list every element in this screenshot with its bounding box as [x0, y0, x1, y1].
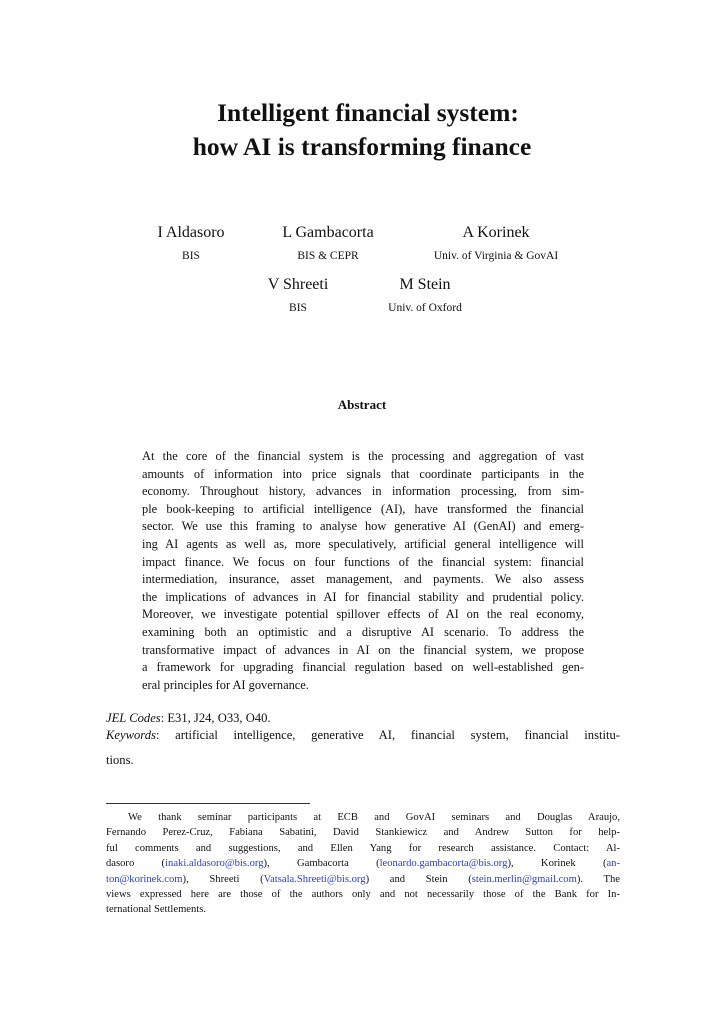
footnote-line — [106, 856, 620, 871]
footnote-rule — [106, 803, 310, 804]
author-affiliation: Univ. of Virginia & GovAI — [433, 250, 559, 262]
abstract-line: a framework for upgrading financial regulation based on well-established gen- — [142, 660, 584, 675]
abstract-line: transformative impact of advances in AI on the financial system, we propose — [142, 642, 584, 657]
abstract-line: ple book-keeping to artificial intelligence (AI), have transformed the financial — [142, 501, 584, 516]
jel-label: JEL Codes — [106, 711, 161, 725]
footnote-text: dasoro ( — [106, 858, 166, 870]
footnote-text: ), Korinek ( — [507, 858, 607, 870]
author-gambacorta — [253, 223, 403, 264]
jel-value: : E31, J24, O33, O40. — [160, 711, 271, 725]
abstract-line: impact finance. We focus on four functions of the financial system: financial — [142, 554, 584, 569]
footnote-line: Fernando Perez-Cruz, Fabiana Sabatini, David Stankiewicz and Andrew Sutton for help- — [106, 827, 620, 839]
author-aldasoro — [131, 223, 251, 264]
footnote-line: views expressed here are those of the authors only and not necessarily those of the Bank for In- — [106, 889, 620, 901]
author-shreeti — [238, 275, 358, 316]
email-link-stein[interactable]: stein.merlin@gmail.com — [471, 873, 577, 885]
email-link-aldasoro[interactable]: inaki.aldasoro@bis.org — [165, 858, 264, 870]
author-name: V Shreeti — [267, 276, 329, 293]
keywords-label: Keywords — [106, 728, 156, 742]
abstract-line: eral principles for AI governance. — [142, 677, 309, 692]
footnote — [106, 810, 620, 918]
author-name: M Stein — [399, 276, 451, 293]
footnote-line: ful comments and suggestions, and Ellen Yang for research assistance. Contact: Al- — [106, 842, 620, 854]
email-link-korinek-part2[interactable]: ton@korinek.com — [106, 873, 183, 885]
abstract-line: economy. Throughout history, advances in information processing, from sim- — [142, 484, 584, 499]
author-affiliation: BIS — [289, 302, 307, 314]
footnote-text: ). The — [576, 873, 620, 885]
abstract-body — [142, 448, 584, 694]
keywords-continued — [106, 751, 620, 769]
abstract-line: intermediation, insurance, asset management, and payments. We also assess — [142, 572, 584, 587]
abstract-heading: Abstract — [337, 397, 387, 412]
footnote-line — [106, 872, 620, 887]
email-link-korinek-part1[interactable]: an- — [606, 858, 621, 870]
author-affiliation: BIS — [182, 250, 200, 262]
footnote-text: ), Shreeti ( — [182, 873, 264, 885]
author-affiliation: BIS & CEPR — [297, 250, 359, 262]
abstract-line: Moreover, we investigate potential spillover effects of AI on the real economy, — [142, 607, 584, 622]
author-name: A Korinek — [462, 224, 530, 241]
abstract-line: examining both an optimistic and a disruptive AI scenario. To address the — [142, 624, 584, 639]
abstract-line: ing AI agents as well as, more speculatively, artificial general intelligence will — [142, 536, 584, 551]
author-affiliation: Univ. of Oxford — [388, 302, 462, 314]
author-stein — [365, 275, 485, 316]
abstract-line: At the core of the financial system is the processing and aggregation of vast — [142, 449, 584, 463]
title-line-2: how AI is transforming finance — [192, 132, 532, 161]
author-name: I Aldasoro — [157, 224, 225, 241]
abstract-line: amounts of information into price signals that coordinate participants in the — [142, 466, 584, 481]
title-line-1: Intelligent financial system: — [217, 98, 519, 127]
author-korinek — [408, 223, 584, 264]
abstract-line: sector. We use this framing to analyse how generative AI (GenAI) and emerg- — [142, 519, 584, 534]
footnote-line: ternational Settlements. — [106, 904, 207, 916]
footnote-text: ), Gambacorta ( — [263, 858, 380, 870]
paper-title — [0, 96, 724, 164]
abstract-line: the implications of advances in AI for financial stability and prudential policy. — [142, 589, 584, 604]
jel-codes — [106, 709, 620, 727]
email-link-shreeti[interactable]: Vatsala.Shreeti@bis.org — [263, 873, 366, 885]
email-link-gambacorta[interactable]: leonardo.gambacorta@bis.org — [379, 858, 508, 870]
footnote-text: ) and Stein ( — [365, 873, 472, 885]
keywords-line-2: tions. — [106, 753, 134, 767]
footnote-line: We thank seminar participants at ECB and GovAI seminars and Douglas Araujo, — [128, 812, 620, 823]
author-name: L Gambacorta — [282, 224, 374, 241]
keywords-value: : artificial intelligence, generative AI, financial system, financial institu- — [155, 728, 620, 742]
keywords — [106, 726, 620, 744]
